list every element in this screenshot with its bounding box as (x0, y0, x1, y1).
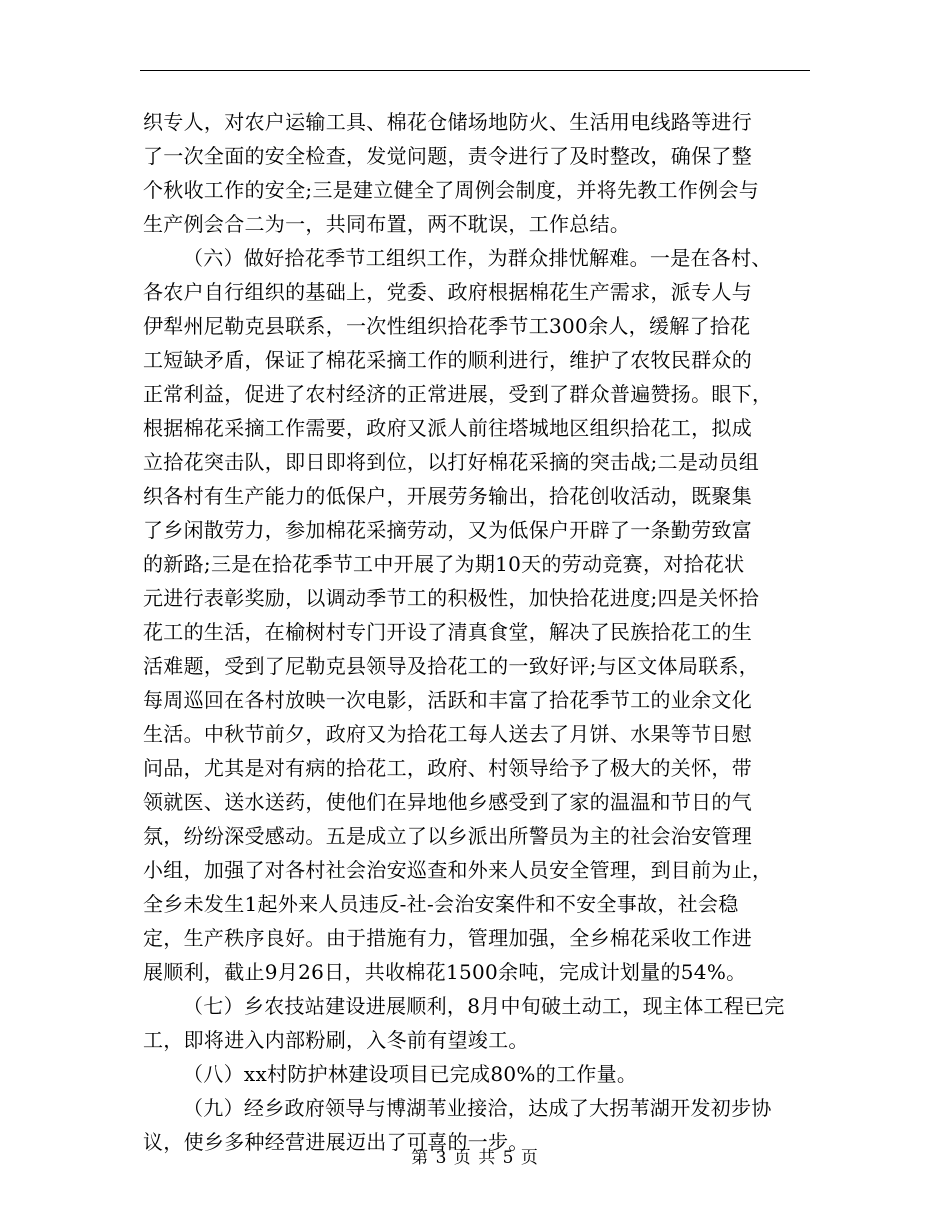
text-line: 工，即将进入内部粉刷，入冬前有望竣工。 (143, 1028, 529, 1052)
text-line: 根据棉花采摘工作需要，政府又派人前往塔城地区组织拾花工，拟成 (143, 416, 752, 440)
text-line: 小组，加强了对各村社会治安巡查和外来人员安全管理，到目前为止， (143, 858, 773, 882)
text-line: 的新路;三是在拾花季节工中开展了为期10天的劳动竞赛，对拾花状 (143, 552, 745, 576)
paragraph-9-heading-line: （九）经乡政府领导与博湖苇业接洽，达成了大拐苇湖开发初步协 (183, 1096, 772, 1120)
text-line: 活难题，受到了尼勒克县领导及拾花工的一致好评;与区文体局联系， (143, 654, 760, 678)
text-line: 定，生产秩序良好。由于措施有力，管理加强，全乡棉花采收工作进 (143, 926, 752, 950)
text-line: 领就医、送水送药，使他们在异地他乡感受到了家的温温和节日的气 (143, 790, 752, 814)
text-line: 各农户自行组织的基础上，党委、政府根据棉花生产需求，派专人与 (143, 280, 752, 304)
text-line: 织各村有生产能力的低保户，开展劳务输出，拾花创收活动，既聚集 (143, 484, 752, 508)
page-number-footer: 第 3 页 共 5 页 (411, 1148, 539, 1168)
text-line: 氛，纷纷深受感动。五是成立了以乡派出所警员为主的社会治安管理 (143, 824, 752, 848)
text-line: 工短缺矛盾，保证了棉花采摘工作的顺利进行，维护了农牧民群众的 (143, 348, 752, 372)
text-line: 元进行表彰奖励，以调动季节工的积极性，加快拾花进度;四是关怀拾 (143, 586, 760, 610)
document-body (143, 105, 811, 1159)
text-line: 了乡闲散劳力，参加棉花采摘劳动，又为低保户开辟了一条勤劳致富 (143, 518, 752, 542)
text-line: 个秋收工作的安全;三是建立健全了周例会制度，并将先教工作例会与 (143, 178, 760, 202)
text-line: 问品，尤其是对有病的拾花工，政府、村领导给予了极大的关怀，带 (143, 756, 752, 780)
text-line: 伊犁州尼勒克县联系，一次性组织拾花季节工300余人，缓解了拾花 (143, 314, 751, 338)
text-line: 展顺利，截止9月26日，共收棉花1500余吨，完成计划量的54%。 (143, 960, 747, 984)
text-line: 议，使乡多种经营进展迈出了可喜的一步。 (143, 1130, 529, 1154)
paragraph-7-heading-line: （七）乡农技站建设进展顺利，8月中旬破土动工，现主体工程已完 (183, 994, 785, 1018)
paragraph-8-line: （八）xx村防护林建设项目已完成80%的工作量。 (183, 1062, 638, 1086)
text-line: 生产例会合二为一，共同布置，两不耽误，工作总结。 (143, 212, 631, 236)
text-line: 生活。中秋节前夕，政府又为拾花工每人送去了月饼、水果等节日慰 (143, 722, 752, 746)
text-line: 了一次全面的安全检查，发觉问题，责令进行了及时整改，确保了整 (143, 144, 752, 168)
header-rule (140, 70, 810, 71)
text-line: 织专人，对农户运输工具、棉花仓储场地防火、生活用电线路等进行 (143, 110, 752, 134)
text-line: 正常利益，促进了农村经济的正常进展，受到了群众普遍赞扬。眼下， (143, 382, 773, 406)
paragraph-6-heading-line: （六）做好拾花季节工组织工作，为群众排忧解难。一是在各村、 (183, 246, 772, 270)
text-line: 每周巡回在各村放映一次电影，活跃和丰富了拾花季节工的业余文化 (143, 688, 752, 712)
text-line: 花工的生活，在榆树村专门开设了清真食堂，解决了民族拾花工的生 (143, 620, 752, 644)
text-line: 全乡未发生1起外来人员违反-社-会治安案件和不安全事故，社会稳 (143, 892, 739, 916)
text-line: 立拾花突击队，即日即将到位，以打好棉花采摘的突击战;二是动员组 (143, 450, 760, 474)
